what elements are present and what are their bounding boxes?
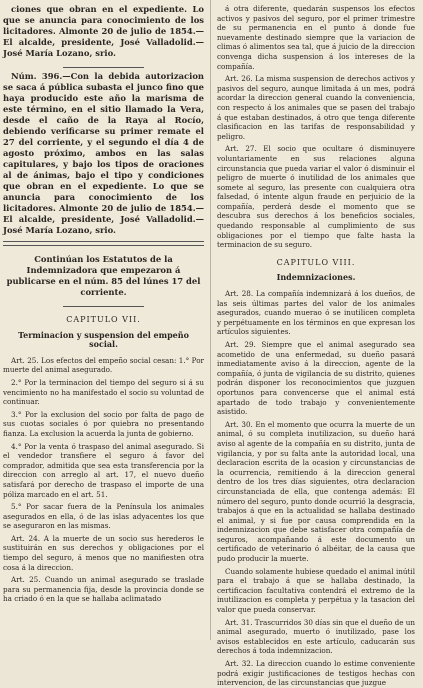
article-text: Art. 30. En el momento que ocurra la muerte de un animal, ó su completa inutilizacion, su dueño hará aviso al agente de la compañía en su distrito, junta de vigilancia, y por su falta ante la autoridad local, una declaracion escrita de la ocasion y circunstancias de la ocurrencia, remitiendo á la direccion general dentro de los tres días siguientes, otra declaracion circunstanciada de ella, que contenga además: El número del seguro, punto donde ocurrió la desgracia, trabajos á que en la actualidad se hallaba destinado el animal, y si fue por causa comprendida en la indemnizacion que debe satisfacer otra compañía de seguros, acompañando á este documento un certificado de veterinario ó albéitar, de la causa que pudo producir la muerte. — [217, 419, 415, 564]
section-rule — [3, 241, 204, 246]
heading-rule — [63, 306, 144, 307]
article-text: Art. 31. Trascurridos 30 días sin que el dueño de un animal asegurado, muerto ó inutilizado, pase los avisos establecidos en este artículo, caducarán sus derechos á toda indemnizacion. — [217, 617, 415, 656]
article-text: Art. 28. La compañía indemnizará á los dueños, de las seis últimas partes del valor de los animales asegurados, cuando muerao ó se inutilicen completa y perpétuamente en los términos en que expresan los artículos siguientes. — [217, 289, 415, 337]
notice-separator — [63, 67, 144, 68]
article-text: Art. 29. Siempre que el animal asegurado sea acometido de una enfermedad, su dueño pasará inmediatamente aviso á la direccion, agente de la compañía, ó junta de vigilancia de su distrito, quienes podrán disponer los reconocimientos que juzguen oportunos para convencerse que el animal está apartado de todo trabajo y convenientemente asistido. — [217, 340, 415, 417]
chapter-viii-subtitle: Indemnizaciones. — [276, 272, 356, 283]
article-text: á otra diferente, quedarán suspensos los efectos activos y pasivos del seguro, por el primer trimestre de su permanencia en el punto á donde fue nuevamente destinado siempre que la variacion de climas ó alimentos sea tal, que á juicio de la direccion convenga dicha suspension á los intereses de la compañía. — [217, 4, 415, 71]
article-text: Art. 24. A la muerte de un socio sus herederos le sustituirán en sus derechos y obligaciones por el tiempo del seguro, á menos que no manifiesten otra cosa á la direccion. — [3, 533, 204, 572]
article-text: 3.° Por la exclusion del socio por falta de pago de sus cuotas sociales ó por quiebra no presentando fianza. La exclusion la acuerda la junta de gobierno. — [3, 409, 204, 438]
notice-1: ciones que obran en el expediente. Lo que se anuncia para conocimiento de los licitadores. Almonte 20 de julio de 1854.—El alcalde, presidente, José Valladolid.—José María Lozano, srio. — [3, 4, 204, 58]
column-divider — [210, 0, 211, 640]
left-column — [3, 4, 204, 640]
chapter-vii-subtitle: Terminacion y suspension del empeño social. — [18, 329, 189, 350]
article-text: Art. 25. Los efectos del empeño social cesan: 1.° Por muerte del animal asegurado. — [3, 355, 204, 375]
article-text: 5.° Por sacar fuera de la Península los animales asegurados en ella, ó de las islas adyacentes los que se aseguraron en las mismas. — [3, 502, 204, 531]
chapter-vii-title: CAPITULO VII. — [66, 315, 141, 324]
article-text: 4.° Por la venta ó traspaso del animal asegurado. Si el vendedor transfiere el seguro á favor del comprador, admitida que sea esta transferencia por la direccion con arreglo al art. 17, el nuevo dueño satisfará por derecho de traspaso el importe de una póliza marcado en el art. 51. — [3, 441, 204, 499]
continuation-heading: Continúan los Estatutos de la Indemnizadora que empezaron á publicarse en el núm. 85 del lúnes 17 del corriente. — [6, 254, 201, 297]
article-text: Art. 32. La direccion cuando lo estime conveniente podrá exigir justificaciones de testigos hechas con intervencion, de las circunstancias que juzgue — [217, 659, 415, 688]
article-text: Art. 25. Cuando un animal asegurado se traslade para su permanencia fija, desde la provincia donde se ha criado ó en la que se hallaba aclimatado — [3, 575, 204, 604]
article-text: 2.° Por la terminacion del tiempo del seguro si á su vencimiento no ha manifestado el socio su voluntad de continuar. — [3, 377, 204, 407]
right-column — [217, 4, 415, 688]
chapter-viii-title: CAPITULO VIII. — [276, 257, 356, 267]
article-text: Art. 26. La misma suspension de derechos activos y pasivos del seguro, aunque limitada á un mes, podrá acordar la direccion general cuando la conveniencia, con respecto á los animales que se pasen del trabajo á que estaban destinados, á otro que tenga diferente clasificacion en las tarifas de responsabilidad y peligro. — [217, 74, 415, 141]
article-text: Art. 27. El socio que ocultare ó disminuyere voluntariamente en sus relaciones alguna circunstancia que pueda variar el valor ó disminuir el peligro de muerte ó inutilidad de los animales que somete al seguro, las presente con cualquiera otra falsedad, ó intente algun fraude en perjuicio de la compañía, perderá desde el momento que se descubra sus derechos á los beneficios sociales, quedando responsable al cumplimiento de sus obligaciones por el tiempo que falte hasta la terminacion de su seguro. — [217, 144, 415, 250]
notice-2: Núm. 396.—Con la debida autorizacion se saca á pública subasta el junco fino que haya producido este año la marisma de este término, en el sitio llamado la Vera, desde el caño de la Raya al Rocío, debiendo verificarse su primer remate el 27 del corriente, y el segundo el día 4 de agosto próximo, ambos en las salas capitulares, y bajo los tipos de oraciones al de ánimas, bajo el tipo y condiciones que obran en el expediente. Lo que se anuncia para conocimiento de los licitadores. Almonte 20 de julio de 1854.—El alcalde, presidente, José Valladolid.—José María Lozano, srio. — [3, 71, 204, 235]
article-text: Cuando solamente hubiese quedado el animal inútil para el trabajo á que se hallaba destinado, la certificacion facultativa contendrá el extremo de la inutilizacion es completa y perpétua y la tasacion del valor que pueda conservar. — [217, 566, 415, 615]
